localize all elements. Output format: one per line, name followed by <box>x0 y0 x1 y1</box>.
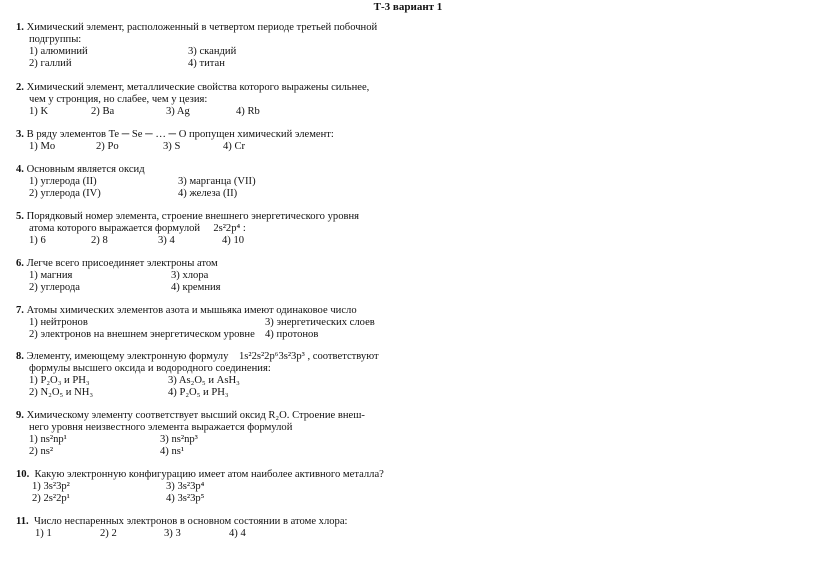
question-1 <box>16 22 388 70</box>
answer-option[interactable]: 4) Cr <box>223 141 246 152</box>
answer-option[interactable]: 3) хлора <box>171 270 209 281</box>
answer-option[interactable]: 4) кремния <box>171 282 221 293</box>
question-number: 6. <box>16 258 24 269</box>
answer-option[interactable]: 1) 3s²3p² <box>32 481 70 492</box>
question-number: 5. <box>16 211 24 222</box>
answer-option[interactable]: 3) Ag <box>166 106 190 117</box>
question-3 <box>16 129 388 153</box>
question-text: Порядковый номер элемента, строение внешнего энергетического уровня <box>26 211 360 222</box>
answer-option[interactable]: 1) ns²np¹ <box>29 434 67 445</box>
question-number: 4. <box>16 164 24 175</box>
question-text: атома которого выражается формулой <box>29 223 201 234</box>
answer-option[interactable]: 2) ns² <box>29 446 54 457</box>
question-text: Число неспаренных электронов в основном состоянии в атоме хлора: <box>33 516 348 527</box>
answer-option[interactable]: 3) As₂O₅ и AsH₃ <box>168 375 240 386</box>
answer-option[interactable]: 4) 3s²3p⁵ <box>166 493 205 504</box>
answer-option[interactable]: 1) 6 <box>29 235 46 246</box>
answer-option[interactable]: 3) S <box>163 141 181 152</box>
question-text: формулы высшего оксида и водородного соединения: <box>29 363 271 374</box>
answer-option[interactable]: 1) P₂O₃ и PH₃ <box>29 375 90 386</box>
answer-option[interactable]: 1) углерода (II) <box>29 176 97 187</box>
question-number: 10. <box>16 469 30 480</box>
answer-option[interactable]: 3) 4 <box>158 235 175 246</box>
answer-option[interactable]: 2) электронов на внешнем энергетическом уровне <box>29 329 255 340</box>
answer-option[interactable]: 1) алюминий <box>29 46 88 57</box>
answer-option[interactable]: 3) 3s²3p⁴ <box>166 481 205 492</box>
question-number: 1. <box>16 22 24 33</box>
electron-formula: 1s²2s²2p⁶3s²3p³ <box>238 351 305 362</box>
answer-option[interactable]: 3) ns²np³ <box>160 434 198 445</box>
question-11 <box>16 516 388 540</box>
question-4 <box>16 164 388 200</box>
question-number: 3. <box>16 129 24 140</box>
question-5 <box>16 211 388 247</box>
question-2 <box>16 82 388 118</box>
answer-option[interactable]: 4) Rb <box>236 106 260 117</box>
question-7 <box>16 305 388 341</box>
question-10 <box>16 469 388 505</box>
question-6 <box>16 258 388 294</box>
electron-formula: 2s²2p⁴ : <box>213 223 246 234</box>
answer-option[interactable]: 4) ns¹ <box>160 446 185 457</box>
answer-option[interactable]: 4) 10 <box>222 235 245 246</box>
answer-option[interactable]: 3) скандий <box>188 46 237 57</box>
answer-option[interactable]: 1) Mo <box>29 141 56 152</box>
answer-option[interactable]: 4) протонов <box>265 329 319 340</box>
question-text: подгруппы: <box>29 34 82 45</box>
question-text: Какую электронную конфигурацию имеет атом наиболее активного металла? <box>34 469 384 480</box>
answer-option[interactable]: 3) энергетических слоев <box>265 317 375 328</box>
question-text: Элементу, имеющему электронную формулу <box>26 351 229 362</box>
answer-option[interactable]: 4) P₂O₅ и PH₃ <box>168 387 229 398</box>
answer-option[interactable]: 1) 1 <box>35 528 52 539</box>
answer-option[interactable]: 2) 8 <box>91 235 108 246</box>
question-text: чем у стронция, но слабее, чем у цезия: <box>29 94 208 105</box>
question-number: 9. <box>16 410 24 421</box>
question-text: него уровня неизвестного элемента выражается формулой <box>29 422 293 433</box>
question-text: Атомы химических элементов азота и мышьяка имеют одинаковое число <box>26 305 357 316</box>
answer-option[interactable]: 2) N₂O₅ и NH₃ <box>29 387 94 398</box>
answer-option[interactable]: 2) углерода (IV) <box>29 188 101 199</box>
answer-option[interactable]: 3) 3 <box>164 528 181 539</box>
question-text: Химический элемент, металлические свойства которого выражены сильнее, <box>26 82 370 93</box>
answer-option[interactable]: 4) железа (II) <box>178 188 238 199</box>
answer-option[interactable]: 2) Ba <box>91 106 115 117</box>
answer-option[interactable]: 1) K <box>29 106 49 117</box>
question-text: В ряду элементов Te ─ Se ─ … ─ O пропущен химический элемент: <box>26 129 334 140</box>
question-text: Химический элемент, расположенный в четвертом периоде третьей побочной <box>26 22 378 33</box>
question-text: , соответствуют <box>307 351 379 362</box>
question-9 <box>16 410 388 458</box>
answer-option[interactable]: 3) марганца (VII) <box>178 176 256 187</box>
answer-option[interactable]: 2) 2s²2p¹ <box>32 493 70 504</box>
question-text: Химическому элементу соответствует высший оксид R₂O. Строение внеш- <box>26 410 365 421</box>
answer-option[interactable]: 2) 2 <box>100 528 117 539</box>
answer-option[interactable]: 1) нейтронов <box>29 317 88 328</box>
question-number: 8. <box>16 351 24 362</box>
question-text: Легче всего присоединяет электроны атом <box>26 258 218 269</box>
answer-option[interactable]: 2) Po <box>96 141 119 152</box>
answer-option[interactable]: 2) галлий <box>29 58 72 69</box>
page-title: Т-3 вариант 1 <box>373 1 443 13</box>
answer-option[interactable]: 1) магния <box>29 270 73 281</box>
answer-option[interactable]: 4) титан <box>188 58 225 69</box>
question-8 <box>16 351 388 399</box>
question-number: 11. <box>16 516 29 527</box>
question-text: Основным является оксид <box>26 164 145 175</box>
question-number: 2. <box>16 82 24 93</box>
question-number: 7. <box>16 305 24 316</box>
answer-option[interactable]: 2) углерода <box>29 282 80 293</box>
answer-option[interactable]: 4) 4 <box>229 528 246 539</box>
